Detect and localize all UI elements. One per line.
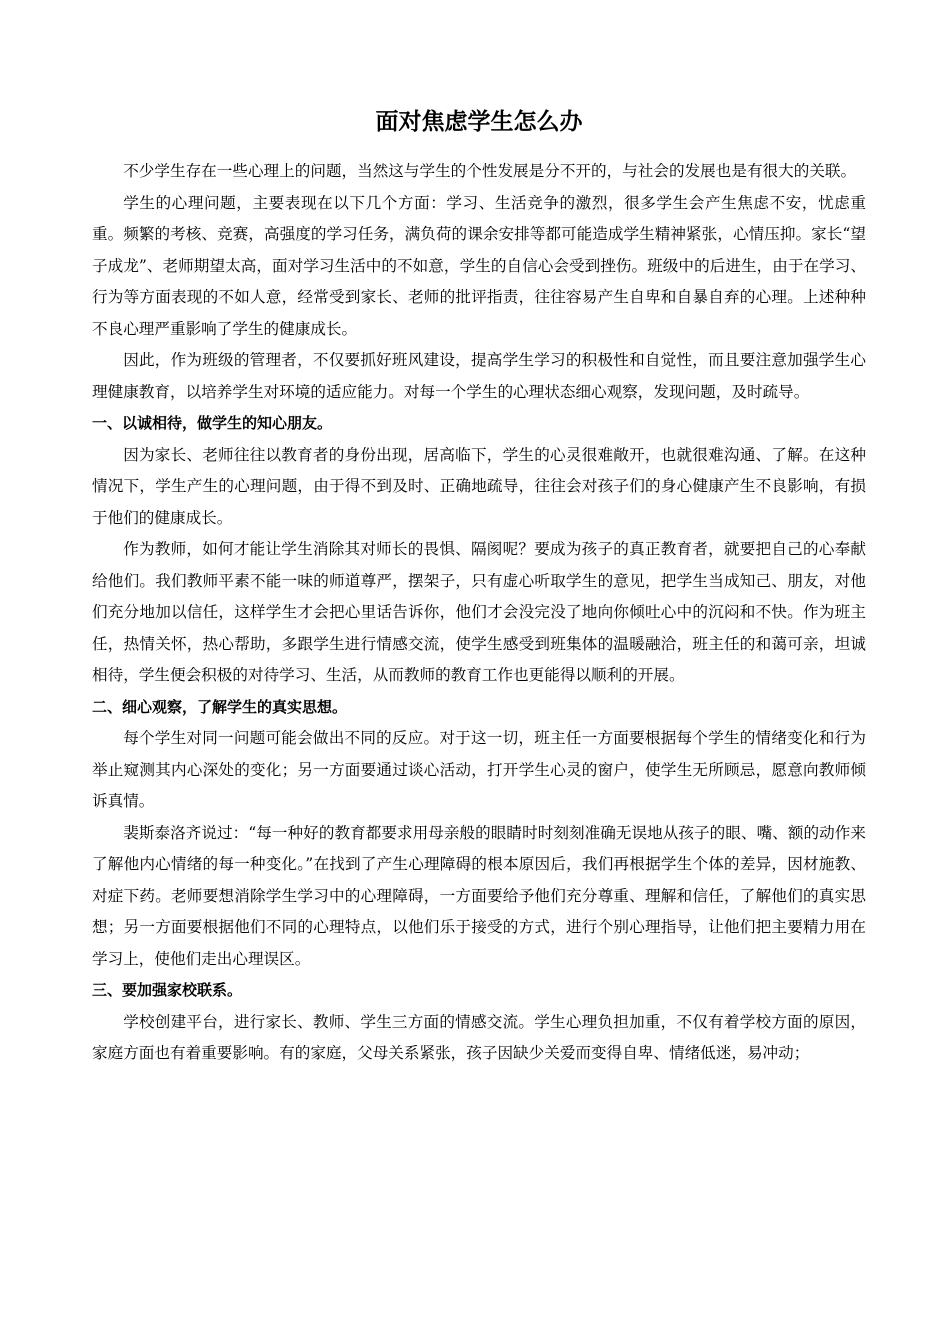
section-1	[92, 408, 866, 692]
document-title: 面对焦虑学生怎么办	[375, 109, 583, 135]
intro-paragraph-2: 学生的心理问题，主要表现在以下几个方面：学习、生活竞争的激烈，很多学生会产生焦虑不安，忧虑重重。频繁的考核、竞赛，高强度的学习任务，满负荷的课余安排等都可能造成学生精神紧张，心情压抑。家长“望子成龙”、老师期望太高，面对学习生活中的不如意，学生的自信心会受到挫伤。班级中的后进生，由于在学习、行为等方面表现的不如人意，经常受到家长、老师的批评指责，往往容易产生自卑和自暴自弃的心理。上述种种不良心理严重影响了学生的健康成长。	[92, 193, 866, 338]
document-body	[92, 156, 866, 1070]
section-paragraph: 学校创建平台，进行家长、教师、学生三方面的情感交流。学生心理负担加重，不仅有着学校方面的原因，家庭方面也有着重要影响。有的家庭，父母关系紧张，孩子因缺少关爱而变得自卑、情绪低迷，易冲动；	[92, 1012, 866, 1062]
section-paragraph: 每个学生对同一问题可能会做出不同的反应。对于这一切，班主任一方面要根据每个学生的情绪变化和行为举止窥测其内心深处的变化；另一方面要通过谈心活动，打开学生心灵的窗户，使学生无所顾忌，愿意向教师倾诉真情。	[92, 729, 866, 810]
section-paragraph: 作为教师，如何才能让学生消除其对师长的畏惧、隔阂呢？要成为孩子的真正教育者，就要把自己的心奉献给他们。我们教师平素不能一味的师道尊严，摆架子，只有虚心听取学生的意见，把学生当成知己、朋友，对他们充分地加以信任，这样学生才会把心里话告诉你，他们才会没完没了地向你倾吐心中的沉闷和不快。作为班主任，热情关怀，热心帮助，多跟学生进行情感交流，使学生感受到班集体的温暖融洽，班主任的和蔼可亲，坦诚相待，学生便会积极的对待学习、生活，从而教师的教育工作也更能得以顺利的开展。	[92, 540, 866, 684]
section-paragraph: 裴斯泰洛齐说过：“每一种好的教育都要求用母亲般的眼睛时时刻刻准确无误地从孩子的眼、嘴、额的动作来了解他内心情绪的每一种变化。”在找到了产生心理障碍的根本原因后，我们再根据学生个体的差异，因材施教、对症下药。老师要想消除学生学习中的心理障碍，一方面要给予他们充分尊重、理解和信任，了解他们的真实思想；另一方面要根据他们不同的心理特点，以他们乐于接受的方式，进行个别心理指导，让他们把主要精力用在学习上，使他们走出心理误区。	[92, 823, 866, 968]
section-heading: 一、以诚相待，做学生的知心朋友。	[92, 414, 333, 432]
intro-paragraph-3: 因此，作为班级的管理者，不仅要抓好班风建设，提高学生学习的积极性和自觉性，而且要注意加强学生心理健康教育，以培养学生对环境的适应能力。对每一个学生的心理状态细心观察，发现问题，及时疏导。	[92, 351, 866, 401]
section-3	[92, 975, 866, 1070]
section-2	[92, 692, 866, 976]
section-heading: 三、要加强家校联系。	[92, 981, 243, 999]
section-paragraph: 因为家长、老师往往以教育者的身份出现，居高临下，学生的心灵很难敞开，也就很难沟通、了解。在这种情况下，学生产生的心理问题，由于得不到及时、正确地疏导，往往会对孩子们的身心健康产生不良影响，有损于他们的健康成长。	[92, 445, 866, 527]
section-heading: 二、细心观察，了解学生的真实思想。	[92, 697, 348, 716]
intro-paragraph-1: 不少学生存在一些心理上的问题，当然这与学生的个性发展是分不开的，与社会的发展也是有很大的关联。	[123, 162, 857, 180]
